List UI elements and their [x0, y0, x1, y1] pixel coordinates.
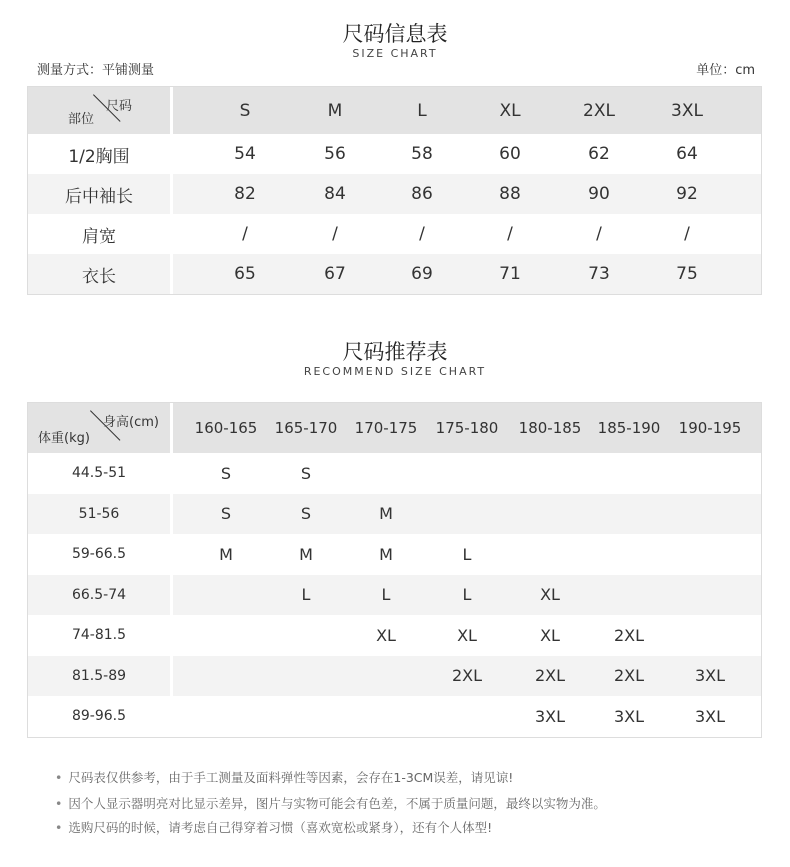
- row-label: 59-66.5: [28, 534, 173, 575]
- row-label: 44.5-51: [28, 453, 173, 494]
- table-row: [28, 214, 761, 254]
- table-cell: S: [220, 504, 232, 524]
- corner-diagonal: [28, 87, 170, 134]
- table-cell: 67: [324, 264, 346, 284]
- table-cell: /: [684, 224, 690, 244]
- corner-diagonal: [28, 403, 170, 453]
- table-row: [28, 453, 761, 494]
- table-cell: L: [462, 585, 472, 605]
- table-row: [28, 494, 761, 535]
- note-3: • 选购尺码的时候，请考虑自己得穿着习惯（喜欢宽松或紧身），还有个人体型!: [55, 818, 492, 836]
- corner-bottom-label: 部位: [68, 112, 95, 127]
- row-label: 81.5-89: [28, 656, 173, 697]
- table-cell: 75: [676, 264, 698, 284]
- row-label: 89-96.5: [28, 696, 173, 737]
- table-cell: M: [219, 544, 233, 564]
- table-cell: 62: [588, 144, 610, 164]
- table-cell: S: [220, 463, 232, 483]
- table-cell: 84: [324, 184, 346, 204]
- table-row: [28, 174, 761, 214]
- recommend-chart-title: 尺码推荐表: [342, 340, 448, 364]
- table-cell: /: [419, 224, 425, 244]
- table-cell: XL: [540, 585, 560, 605]
- table-cell: 3XL: [694, 706, 726, 726]
- header-row: [28, 403, 761, 453]
- table-cell: 58: [411, 144, 433, 164]
- table-cell: 3XL: [613, 706, 645, 726]
- table-row: [28, 656, 761, 697]
- table-cell: 71: [499, 264, 521, 284]
- table-cell: M: [379, 544, 393, 564]
- corner-bottom-label: 体重(kg): [38, 431, 90, 446]
- column-header: 3XL: [671, 100, 703, 121]
- table-cell: /: [242, 224, 248, 244]
- column-header: S: [239, 100, 251, 121]
- table-cell: 90: [588, 184, 610, 204]
- table-cell: M: [379, 504, 393, 524]
- column-header: 170-175: [354, 419, 418, 437]
- corner-cell: [28, 87, 173, 134]
- row-label: 衣长: [28, 254, 173, 294]
- table-row: [28, 615, 761, 656]
- table-cell: L: [462, 544, 472, 564]
- table-cell: 88: [499, 184, 521, 204]
- table-cell: XL: [457, 625, 477, 645]
- row-label: 肩宽: [28, 214, 173, 254]
- size-chart-title: 尺码信息表: [342, 22, 448, 46]
- table-cell: 86: [411, 184, 433, 204]
- table-cell: 2XL: [613, 666, 645, 686]
- table-cell: /: [332, 224, 338, 244]
- row-label: 后中袖长: [28, 174, 173, 214]
- table-cell: S: [300, 463, 312, 483]
- corner-top-label: 身高(cm): [103, 415, 159, 430]
- table-cell: XL: [376, 625, 396, 645]
- column-header: 185-190: [597, 419, 661, 437]
- column-header: 190-195: [678, 419, 742, 437]
- table-cell: 82: [234, 184, 256, 204]
- corner-cell: [28, 403, 173, 453]
- row-label: 66.5-74: [28, 575, 173, 616]
- note-2: • 因个人显示器明亮对比显示差异，图片与实物可能会有色差，不属于质量问题，最终以实物为准。: [55, 794, 606, 812]
- table-cell: 3XL: [534, 706, 566, 726]
- table-cell: M: [299, 544, 313, 564]
- column-header: 180-185: [518, 419, 582, 437]
- table-cell: 2XL: [534, 666, 566, 686]
- table-row: [28, 534, 761, 575]
- table-cell: 92: [676, 184, 698, 204]
- table-cell: S: [300, 504, 312, 524]
- column-header: 165-170: [274, 419, 338, 437]
- note-1: • 尺码表仅供参考，由于手工测量及面料弹性等因素，会存在1-3CM误差，请见谅!: [55, 768, 513, 786]
- row-label: 74-81.5: [28, 615, 173, 656]
- table-cell: 60: [499, 144, 521, 164]
- corner-top-label: 尺码: [106, 99, 133, 114]
- row-label: 1/2胸围: [28, 134, 173, 174]
- column-header: L: [417, 100, 427, 121]
- table-row: [28, 575, 761, 616]
- table-row: [28, 134, 761, 174]
- column-header: XL: [499, 100, 521, 121]
- recommend-table: [27, 402, 762, 738]
- column-header: 175-180: [435, 419, 499, 437]
- unit-label: 单位：cm: [696, 63, 755, 78]
- table-row: [28, 696, 761, 737]
- table-cell: 2XL: [451, 666, 483, 686]
- table-cell: 3XL: [694, 666, 726, 686]
- table-cell: L: [301, 585, 311, 605]
- table-cell: 65: [234, 264, 256, 284]
- size-table: [27, 86, 762, 295]
- table-cell: 69: [411, 264, 433, 284]
- table-cell: /: [596, 224, 602, 244]
- column-header: 2XL: [583, 100, 615, 121]
- column-header: 160-165: [194, 419, 258, 437]
- table-cell: XL: [540, 625, 560, 645]
- table-cell: /: [507, 224, 513, 244]
- table-cell: L: [381, 585, 391, 605]
- table-cell: 64: [676, 144, 698, 164]
- column-header: M: [327, 100, 343, 121]
- table-cell: 73: [588, 264, 610, 284]
- measure-method: 测量方式：平铺测量: [37, 63, 155, 78]
- table-cell: 56: [324, 144, 346, 164]
- header-row: [28, 87, 761, 134]
- table-cell: 54: [234, 144, 256, 164]
- row-label: 51-56: [28, 494, 173, 535]
- size-chart-subtitle: SIZE CHART: [352, 47, 438, 60]
- table-row: [28, 254, 761, 294]
- recommend-chart-subtitle: RECOMMEND SIZE CHART: [303, 365, 487, 378]
- table-cell: 2XL: [613, 625, 645, 645]
